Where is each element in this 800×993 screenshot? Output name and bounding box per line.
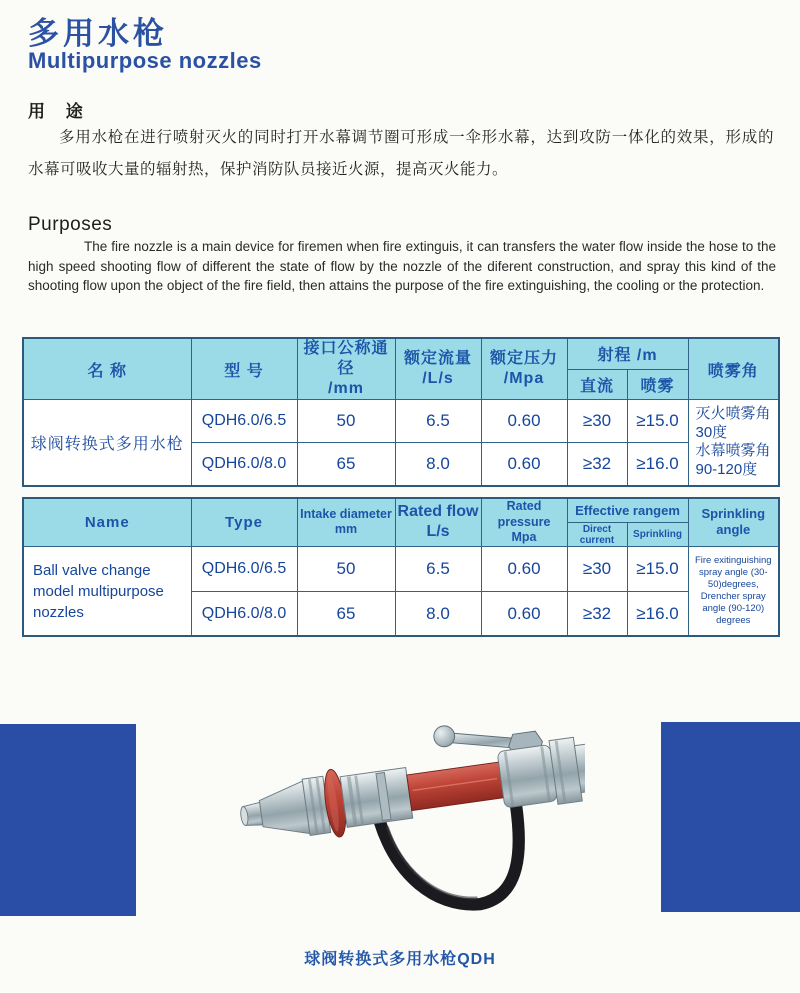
zh-header-spray: 喷雾 bbox=[627, 369, 688, 399]
zh-cell-direct-1: ≥30 bbox=[567, 400, 627, 443]
zh-cell-intake-1: 50 bbox=[297, 400, 395, 443]
en-cell-spray-1: ≥15.0 bbox=[627, 546, 688, 591]
zh-header-intake-unit: /mm bbox=[328, 380, 364, 397]
zh-angle-line-1: 灭火喷雾角 bbox=[695, 404, 771, 422]
zh-cell-pressure-1: 0.60 bbox=[481, 400, 567, 443]
zh-cell-spray-1: ≥15.0 bbox=[627, 400, 688, 443]
page-title-zh: 多用水枪 bbox=[28, 16, 168, 51]
en-header-spray: Sprinkling bbox=[627, 523, 688, 547]
zh-header-range: 射程 /m bbox=[567, 338, 688, 369]
en-cell-flow-2: 8.0 bbox=[395, 591, 481, 636]
table-row bbox=[23, 400, 779, 443]
red-tube bbox=[407, 762, 504, 810]
spec-table-zh bbox=[22, 337, 780, 487]
zh-cell-angle bbox=[688, 400, 779, 486]
zh-header-pressure-unit: /Mpa bbox=[503, 370, 545, 387]
zh-cell-intake-2: 65 bbox=[297, 443, 395, 486]
spec-table-en bbox=[22, 497, 780, 637]
zh-header-intake bbox=[297, 338, 395, 400]
zh-header-flow-label: 额定流量 bbox=[403, 350, 472, 367]
en-cell-flow-1: 6.5 bbox=[395, 546, 481, 591]
page-title-en: Multipurpose nozzles bbox=[28, 48, 262, 73]
nozzle-cone bbox=[258, 781, 310, 840]
en-cell-intake-2: 65 bbox=[297, 591, 395, 636]
zh-header-pressure bbox=[481, 338, 567, 400]
en-cell-angle: Fire exitinguishing spray angle (30-50)degrees, Drencher spray angle (90-120) degrees bbox=[688, 546, 779, 636]
zh-angle-line-2: 30度 bbox=[695, 423, 728, 441]
zh-angle-line-4: 90-120度 bbox=[695, 461, 758, 478]
zh-header-name: 名 称 bbox=[23, 338, 191, 400]
en-cell-type-1: QDH6.0/6.5 bbox=[191, 546, 297, 591]
zh-cell-product: 球阀转换式多用水枪 bbox=[23, 400, 191, 486]
en-header-flow bbox=[395, 498, 481, 546]
en-header-pressure-unit: Mpa bbox=[511, 530, 537, 545]
en-header-angle: Sprinkling angle bbox=[688, 498, 779, 546]
zh-cell-flow-1: 6.5 bbox=[395, 400, 481, 443]
zh-header-direct: 直流 bbox=[567, 369, 627, 399]
en-cell-spray-2: ≥16.0 bbox=[627, 591, 688, 636]
zh-angle-line-3: 水幕喷雾角 bbox=[695, 442, 771, 460]
en-header-flow-unit: L/s bbox=[426, 523, 450, 541]
zh-header-flow-unit: /L/s bbox=[422, 370, 454, 387]
en-cell-product: Ball valve change model multipurpose nozzles bbox=[23, 546, 191, 636]
photo-caption: 球阀转换式多用水枪QDH bbox=[304, 951, 496, 968]
en-cell-intake-1: 50 bbox=[297, 546, 395, 591]
en-cell-pressure-2: 0.60 bbox=[481, 591, 567, 636]
en-cell-type-2: QDH6.0/8.0 bbox=[191, 591, 297, 636]
zh-header-intake-label: 接口公称通径 bbox=[303, 340, 389, 377]
zh-cell-type-2: QDH6.0/8.0 bbox=[191, 443, 297, 486]
en-header-range: Effective rangem bbox=[567, 498, 688, 523]
zh-cell-pressure-2: 0.60 bbox=[481, 443, 567, 486]
en-cell-pressure-1: 0.60 bbox=[481, 546, 567, 591]
decorative-blue-rect-left bbox=[0, 724, 136, 916]
table-row bbox=[23, 546, 779, 591]
en-header-name: Name bbox=[23, 498, 191, 546]
zh-cell-flow-2: 8.0 bbox=[395, 443, 481, 486]
purpose-text-en: The fire nozzle is a main device for firemen when fire extinguis, it can transfers the water flow inside the hose to the high speed shooting flow of different the state of flow by the nozzle of the diferent construction, and spray this kind of the shooting flow upon the object of the fire field, then attains the purpose of the fire extinguishing, the cooling or the protection. bbox=[28, 239, 776, 293]
en-header-type: Type bbox=[191, 498, 297, 546]
en-header-direct: Direct current bbox=[567, 523, 627, 547]
purpose-text-zh: 多用水枪在进行喷射灭火的同时打开水幕调节圈可形成一伞形水幕，达到攻防一体化的效果，形成的水幕可吸收大量的辐射热，保护消防队员接近火源，提高灭火能力。 bbox=[28, 129, 774, 178]
purpose-heading-zh: 用 途 bbox=[28, 102, 91, 121]
zh-cell-spray-2: ≥16.0 bbox=[627, 443, 688, 486]
en-cell-direct-1: ≥30 bbox=[567, 546, 627, 591]
lever-ball-knob bbox=[433, 725, 457, 749]
nozzle-photo bbox=[235, 716, 585, 934]
zh-cell-direct-2: ≥32 bbox=[567, 443, 627, 486]
en-header-flow-label: Rated flow bbox=[397, 503, 479, 521]
zh-header-pressure-label: 额定压力 bbox=[489, 350, 558, 367]
zh-header-type: 型 号 bbox=[191, 338, 297, 400]
en-header-pressure-label: Rated pressure bbox=[497, 499, 551, 529]
decorative-blue-rect-right bbox=[661, 722, 800, 912]
purpose-heading-en: Purposes bbox=[28, 214, 113, 235]
zh-cell-type-1: QDH6.0/6.5 bbox=[191, 400, 297, 443]
en-header-pressure bbox=[481, 498, 567, 546]
zh-header-flow bbox=[395, 338, 481, 400]
zh-header-angle: 喷雾角 bbox=[688, 338, 779, 400]
en-header-intake bbox=[297, 498, 395, 546]
en-header-intake-label: Intake diameter bbox=[300, 506, 392, 521]
en-header-intake-unit: mm bbox=[334, 522, 358, 537]
en-cell-direct-2: ≥32 bbox=[567, 591, 627, 636]
